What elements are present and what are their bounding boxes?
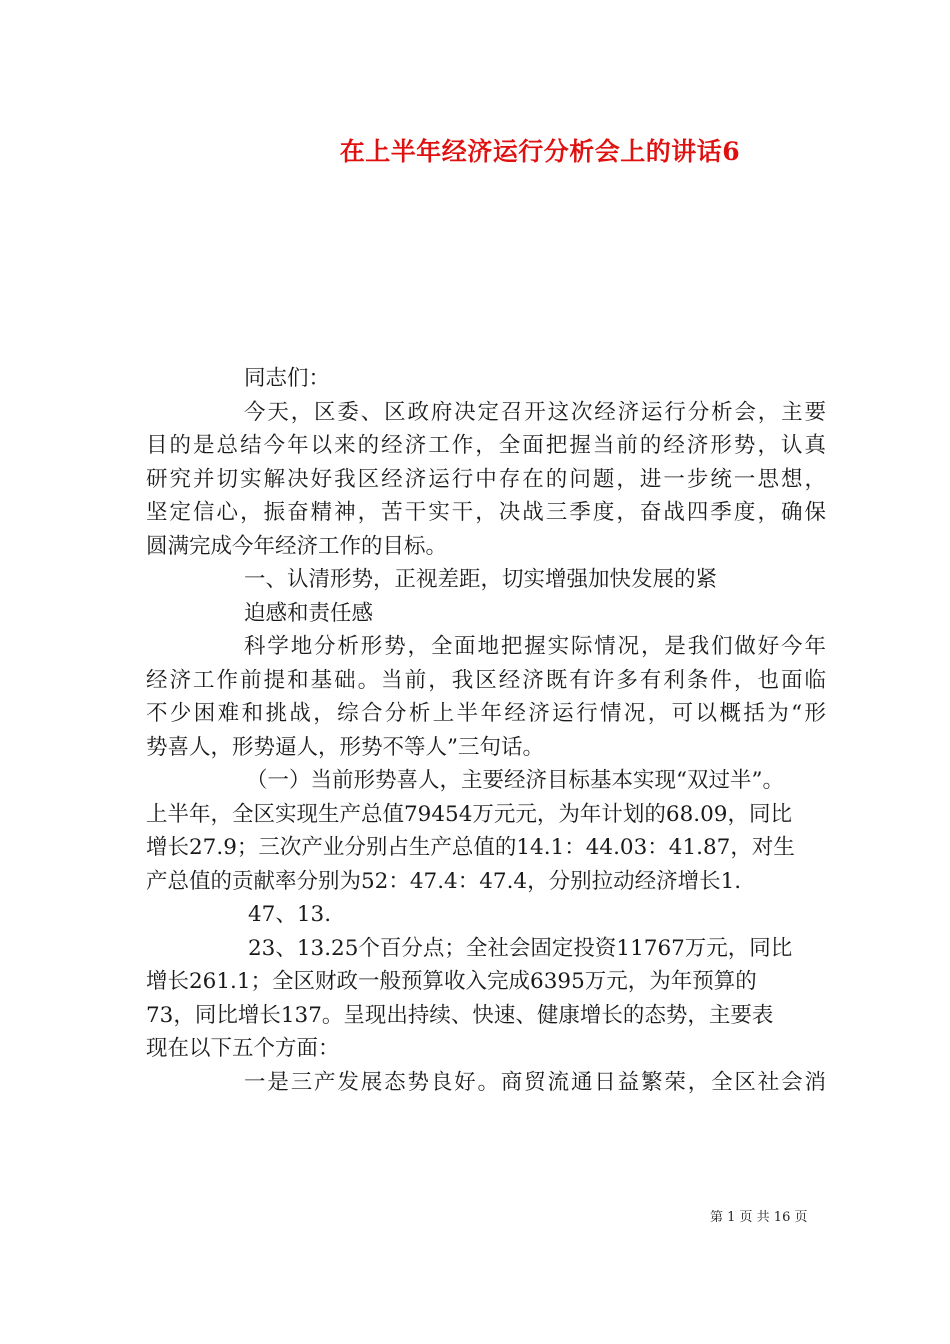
paragraph-line: 科学地分析形势，全面地把握实际情况，是我们做好今年 (244, 634, 826, 659)
paragraph-line: 不少困难和挑战，综合分析上半年经济运行情况，可以概括为“形 (146, 701, 826, 726)
paragraph-line: 产总值的贡献率分别为52：47.4：47.4，分别拉动经济增长1. (146, 868, 742, 894)
paragraph-line: 增长27.9；三次产业分别占生产总值的14.1：44.03：41.87，对生 (146, 835, 795, 860)
paragraph-line: 势喜人，形势逼人，形势不等人”三句话。 (146, 734, 544, 760)
document-title: 在上半年经济运行分析会上的讲话6 (339, 137, 741, 166)
paragraph-line: 一是三产发展态势良好。商贸流通日益繁荣，全区社会消 (244, 1069, 826, 1095)
paragraph-line: 经济工作前提和基础。当前，我区经济既有许多有利条件，也面临 (146, 667, 826, 693)
paragraph-line: 坚定信心，振奋精神，苦干实干，决战三季度，奋战四季度，确保 (146, 500, 826, 525)
page-number-footer: 第 1 页 共 16 页 (710, 1210, 808, 1225)
paragraph-line: 73，同比增长137。呈现出持续、快速、健康增长的态势，主要表 (146, 1002, 774, 1028)
salutation: 同志们： (244, 366, 331, 391)
section-heading: 一、认清形势，正视差距，切实增强加快发展的紧 (244, 567, 718, 592)
section-heading: 迫感和责任感 (244, 600, 374, 626)
paragraph-line: 研究并切实解决好我区经济运行中存在的问题，进一步统一思想， (146, 466, 826, 492)
paragraph-line: 增长261.1；全区财政一般预算收入完成6395万元，为年预算的 (146, 969, 757, 994)
paragraph-line: 圆满完成今年经济工作的目标。 (146, 533, 448, 559)
paragraph-line: 47、13. (248, 902, 332, 927)
subsection-heading: （一）当前形势喜人，主要经济目标基本实现“双过半”。 (246, 768, 784, 793)
paragraph-line: 今天，区委、区政府决定召开这次经济运行分析会，主要 (244, 399, 826, 425)
paragraph-line: 现在以下五个方面： (146, 1036, 340, 1061)
paragraph-line: 23、13.25个百分点；全社会固定投资11767万元，同比 (248, 935, 793, 961)
document-body (146, 362, 826, 1099)
paragraph-line: 上半年，全区实现生产总值79454万元元，为年计划的68.09，同比 (146, 801, 792, 827)
paragraph-line: 目的是总结今年以来的经济工作，全面把握当前的经济形势，认真 (146, 433, 826, 458)
